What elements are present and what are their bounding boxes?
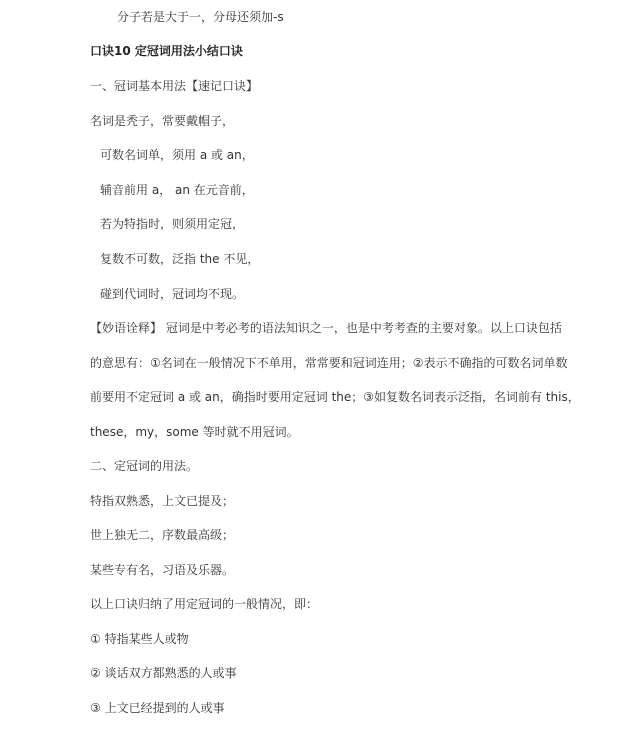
text-line: 碰到代词时，冠词均不现。 [100,287,245,301]
text-line: 复数不可数，泛指 the 不见， [100,252,260,266]
section-heading: 口诀10 定冠词用法小结口诀 [90,44,243,58]
text-line: 某些专有名，习语及乐器。 [90,563,235,577]
paragraph-line: 【妙语诠释】 冠词是中考必考的语法知识之一，也是中考考查的主要对象。以上口诀包括 [90,321,562,335]
paragraph-line: these，my，some 等时就不用冠词。 [90,425,299,439]
text-line: 特指双熟悉，上文已提及； [90,494,235,508]
list-item: ① 特指某些人或物 [90,632,189,646]
text-line: 以上口诀归纳了用定冠词的一般情况，即： [90,597,319,611]
text-line: 可数名词单，须用 a 或 an， [100,148,254,162]
paragraph-line: 前要用不定冠词 a 或 an，确指时要用定冠词 the；③如复数名词表示泛指，名词前有 this， [90,390,580,404]
list-item: ③ 上文已经提到的人或事 [90,701,225,715]
list-item: ② 谈话双方都熟悉的人或事 [90,666,237,680]
text-line: 分子若是大于一，分母还须加-s [117,10,284,24]
paragraph-line: 的意思有：①名词在一般情况下不单用，常常要和冠词连用；②表示不确指的可数名词单数 [90,356,568,370]
text-line: 辅音前用 a， an 在元音前， [100,183,254,197]
text-line: 若为特指时，则须用定冠， [100,217,245,231]
text-line: 名词是秃子，常要戴帽子， [90,114,235,128]
text-line: 世上独无二，序数最高级； [90,528,235,542]
subsection-heading: 一、冠词基本用法【速记口诀】 [90,79,259,93]
subsection-heading: 二、定冠词的用法。 [90,459,199,473]
